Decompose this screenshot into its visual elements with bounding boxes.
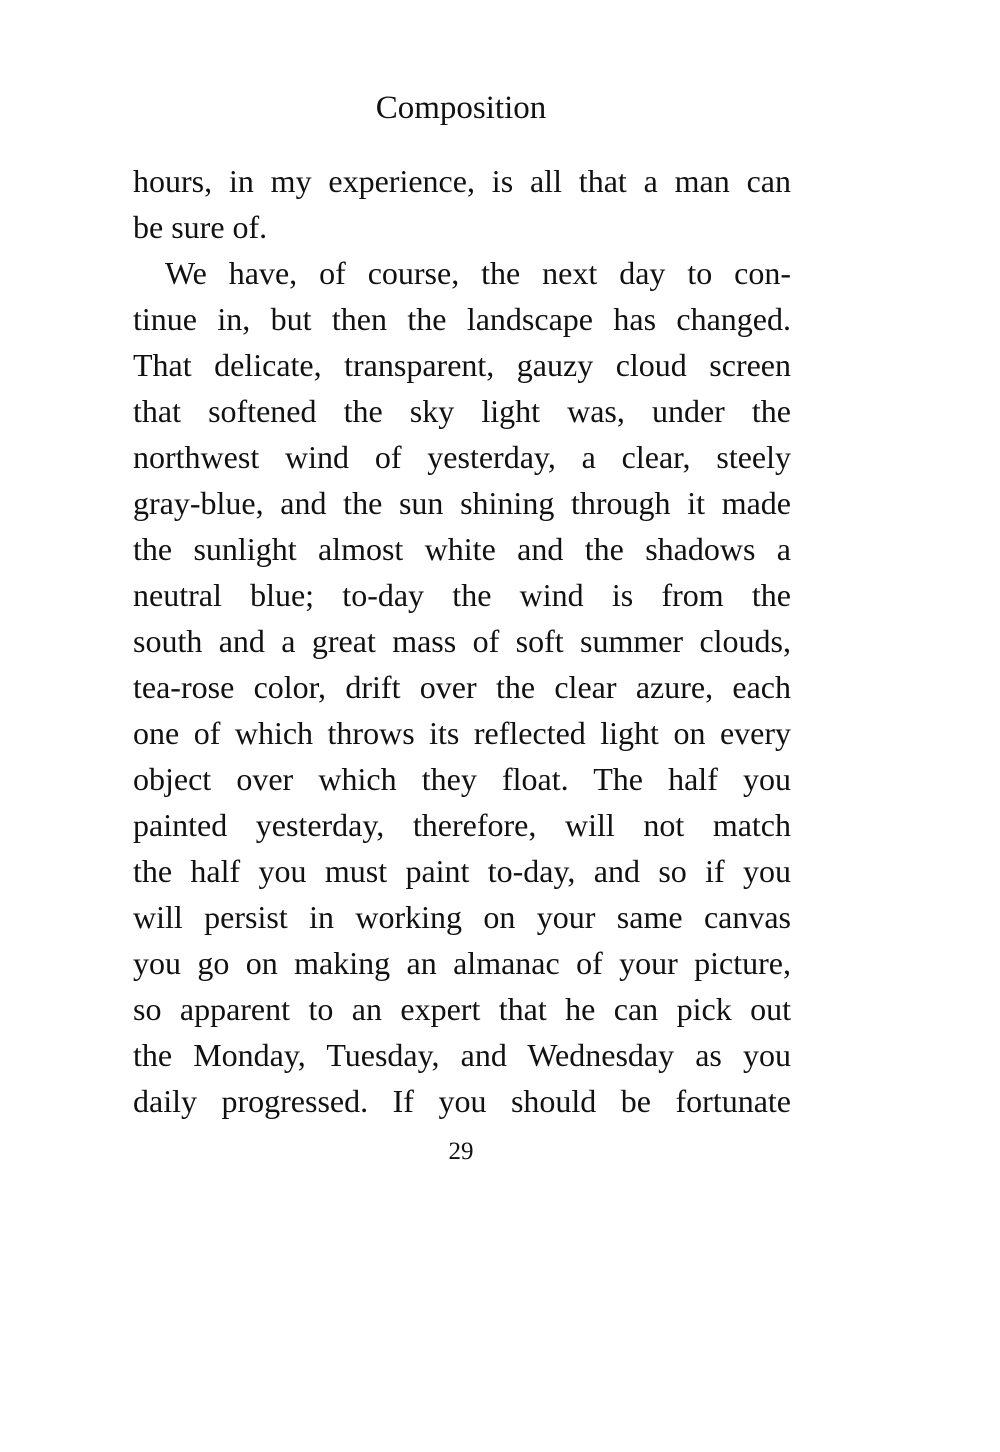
text-line: northwest wind of yesterday, a clear, steely [133, 439, 791, 475]
text-line: daily progressed. If you should be fortunate [133, 1083, 791, 1119]
text-line: the sunlight almost white and the shadows a [133, 531, 791, 567]
text-line: be sure of. [133, 209, 268, 245]
text-line: will persist in working on your same canvas [133, 899, 791, 935]
text-line: south and a great mass of soft summer clouds, [133, 623, 791, 659]
text-line: painted yesterday, therefore, will not match [133, 807, 791, 843]
text-line: We have, of course, the next day to con- [165, 255, 791, 291]
page-number: 29 [448, 1138, 474, 1165]
text-line: object over which they float. The half you [133, 761, 791, 797]
text-line: neutral blue; to-day the wind is from the [133, 577, 791, 613]
running-head: Composition [375, 90, 547, 126]
text-line: so apparent to an expert that he can pick out [133, 991, 791, 1027]
text-line: hours, in my experience, is all that a man can [133, 163, 791, 199]
text-line: That delicate, transparent, gauzy cloud screen [133, 347, 791, 383]
text-line: tea-rose color, drift over the clear azure, each [133, 669, 791, 705]
text-line: you go on making an almanac of your picture, [133, 945, 791, 981]
text-line: gray-blue, and the sun shining through it made [133, 485, 791, 521]
body-text [133, 158, 791, 1124]
text-line: tinue in, but then the landscape has changed. [133, 301, 791, 337]
text-line: the half you must paint to-day, and so if you [133, 853, 791, 889]
text-line: that softened the sky light was, under the [133, 393, 791, 429]
text-line: one of which throws its reflected light on every [133, 715, 791, 751]
text-line: the Monday, Tuesday, and Wednesday as you [133, 1037, 791, 1073]
